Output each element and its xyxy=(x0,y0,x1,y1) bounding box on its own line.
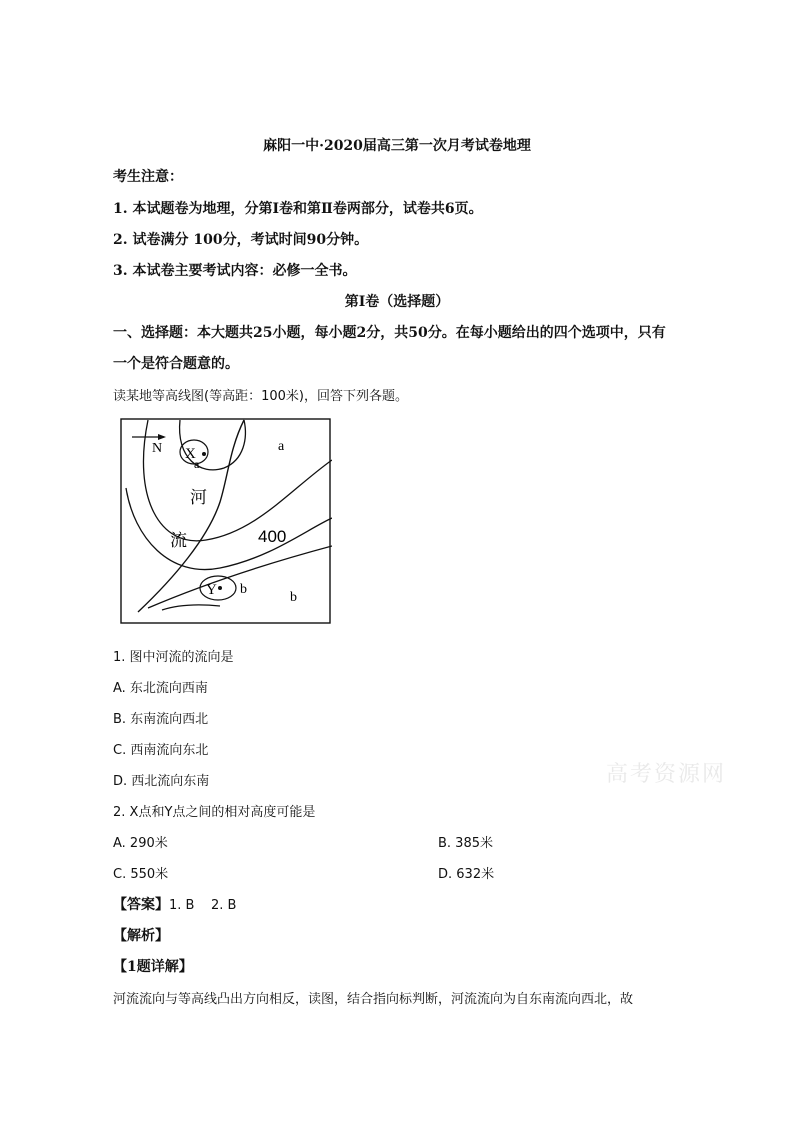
b-label-near: b xyxy=(240,582,247,597)
a-label-small: a xyxy=(194,457,200,471)
a-label: a xyxy=(278,439,285,454)
analysis-label: 【解析】 xyxy=(113,928,169,944)
north-label: N xyxy=(152,441,163,456)
exam-title: 麻阳一中·2020届高三第一次月考试卷地理 xyxy=(263,138,531,154)
notice-heading: 考生注意： xyxy=(113,169,183,185)
q1-option-c: C. 西南流向东北 xyxy=(113,743,209,758)
x-label: X xyxy=(185,446,196,462)
answer-label: 【答案】 xyxy=(113,897,169,913)
section-instruction-1: 一、选择题：本大题共25小题，每小题2分，共50分。在每小题给出的四个选项中，只有 xyxy=(113,325,666,341)
section-title: 第Ⅰ卷（选择题） xyxy=(344,294,450,310)
answer-line xyxy=(113,894,236,914)
q1-option-b: B. 东南流向西北 xyxy=(113,712,209,727)
river-char-1: 河 xyxy=(190,488,207,508)
q2-option-c: C. 550米 xyxy=(113,867,169,882)
watermark: 高考资源网 xyxy=(606,762,727,787)
contour-map-svg xyxy=(120,418,332,625)
notice-item-3: 3. 本试卷主要考试内容：必修一全书。 xyxy=(113,263,357,279)
y-label: Y xyxy=(206,582,217,598)
q1-option-a: A. 东北流向西南 xyxy=(113,681,208,696)
q2-stem: 2. X点和Y点之间的相对高度可能是 xyxy=(113,805,316,820)
notice-item-1: 1. 本试题卷为地理，分第Ⅰ卷和第Ⅱ卷两部分，试卷共6页。 xyxy=(113,201,483,217)
q2-option-b: B. 385米 xyxy=(438,836,493,851)
x-point xyxy=(202,452,206,456)
contour-label-400: 400 xyxy=(258,527,287,546)
q1-stem: 1. 图中河流的流向是 xyxy=(113,650,234,665)
q2-option-a: A. 290米 xyxy=(113,836,168,851)
river-char-2: 流 xyxy=(170,531,187,551)
section-instruction-2: 一个是符合题意的。 xyxy=(113,356,239,372)
b-label: b xyxy=(290,590,297,605)
detail-label: 【1题详解】 xyxy=(113,959,193,975)
contour-map xyxy=(120,418,332,625)
question-intro: 读某地等高线图(等高距：100米)，回答下列各题。 xyxy=(113,389,408,404)
detail-text: 河流流向与等高线凸出方向相反，读图，结合指向标判断，河流流向为自东南流向西北，故 xyxy=(113,992,634,1007)
q2-option-d: D. 632米 xyxy=(438,867,495,882)
notice-item-2: 2. 试卷满分 100分，考试时间90分钟。 xyxy=(113,232,369,248)
answer-text: 1. B 2. B xyxy=(169,898,237,913)
y-point xyxy=(218,586,222,590)
q1-option-d: D. 西北流向东南 xyxy=(113,774,210,789)
